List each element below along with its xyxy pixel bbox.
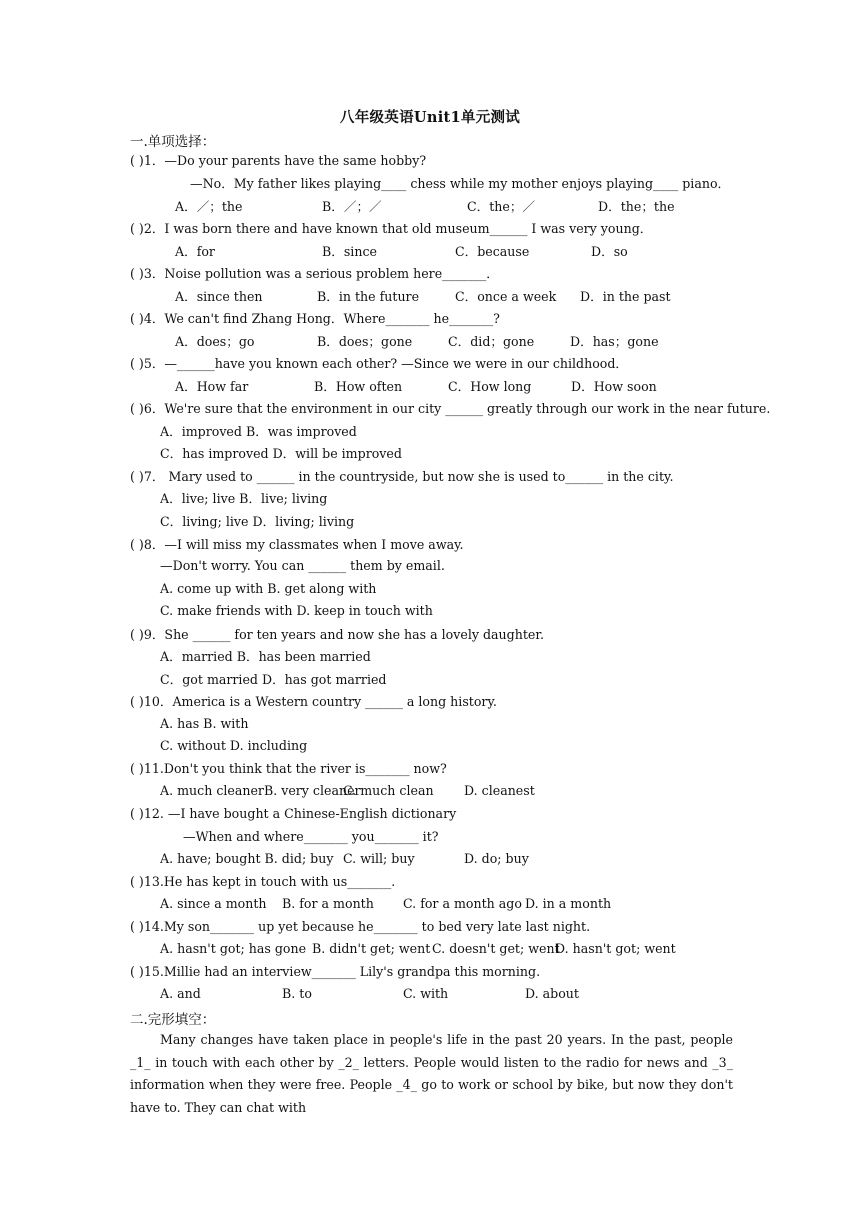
question-5-option: C．How long (448, 379, 532, 394)
question-13-option: D. in a month (525, 896, 612, 911)
question-11-option: D. cleanest (464, 783, 535, 798)
question-14-option: A. hasn't got; has gone (160, 941, 307, 956)
question-2-stem: ( )2．I was born there and have known that old museum______ I was very young． (130, 221, 653, 236)
question-3-option: D．in the past (580, 289, 671, 304)
question-1-stem-continued: —No．My father likes playing____ chess while my mother enjoys playing____ piano． (190, 176, 731, 191)
section-heading-multiple-choice: 一.单项选择： (130, 134, 216, 150)
question-15-option: A. and (160, 986, 201, 1001)
question-8-option-line: —Don't worry. You can ______ them by email. (160, 558, 445, 573)
question-14-stem: ( )14.My son_______ up yet because he_______ to bed very late last night. (130, 919, 591, 934)
cloze-passage: Many changes have taken place in people's life in the past 20 years. In the past, people _1_ in touch with each other by _2_ letters. People would listen to the radio for news and _3_ information when they were free. People _4_ go to work or school by bike, but now they don't have to. They can chat with (130, 1032, 733, 1115)
question-4-stem: ( )4．We can't find Zhang Hong．Where_______ he_______? (130, 311, 500, 326)
question-10-option-line: A. has B. with (160, 716, 249, 731)
question-12-stem-continued: —When and where_______ you_______ it? (183, 829, 439, 844)
question-7-stem: ( )7． Mary used to ______ in the countryside, but now she is used to______ in the city. (130, 469, 674, 484)
question-1-option: C．the；／ (467, 199, 536, 214)
question-12-option: A. have; bought B. did; buy (160, 851, 334, 866)
question-2-option: A．for (175, 244, 215, 259)
question-14-option: C. doesn't get; went (432, 941, 560, 956)
question-12-stem: ( )12. —I have bought a Chinese-English dictionary (130, 806, 457, 821)
question-9-stem: ( )9．She ______ for ten years and now she has a lovely daughter. (130, 627, 544, 642)
question-15-option: D. about (525, 986, 579, 1001)
question-6-option-line: A．improved B．was improved (160, 424, 357, 439)
question-1-option: D．the；the (598, 199, 675, 214)
question-14-option: B. didn't get; went (312, 941, 431, 956)
question-11-option: A. much cleanerB. very cleaner (160, 783, 361, 798)
question-4-option: A．does；go (175, 334, 255, 349)
question-11-option: C. much clean (343, 783, 434, 798)
question-9-option-line: C．got married D．has got married (160, 672, 387, 687)
question-4-option: D．has；gone (570, 334, 659, 349)
question-5-option: A．How far (175, 379, 249, 394)
question-1-stem: ( )1．—Do your parents have the same hobby? (130, 153, 427, 168)
question-15-option: C. with (403, 986, 449, 1001)
question-8-stem: ( )8．—I will miss my classmates when I move away. (130, 537, 464, 552)
question-6-option-line: C．has improved D．will be improved (160, 446, 402, 461)
question-5-option: B．How often (314, 379, 403, 394)
question-3-option: A．since then (175, 289, 263, 304)
question-1-option: B．／；／ (322, 199, 382, 214)
section-heading-cloze: 二.完形填空： (130, 1012, 216, 1028)
question-3-option: C．once a week (455, 289, 557, 304)
question-5-stem: ( )5．—______have you known each other? —Since we were in our childhood． (130, 356, 629, 371)
question-13-option: C. for a month ago (403, 896, 522, 911)
question-2-option: D．so (591, 244, 628, 259)
question-13-stem: ( )13.He has kept in touch with us_______. (130, 874, 396, 889)
question-3-stem: ( )3．Noise pollution was a serious problem here_______． (130, 266, 499, 281)
question-15-option: B. to (282, 986, 312, 1001)
question-13-option: A. since a month (160, 896, 267, 911)
question-13-option: B. for a month (282, 896, 374, 911)
question-10-option-line: C. without D. including (160, 738, 308, 753)
question-11-stem: ( )11.Don't you think that the river is_______ now? (130, 761, 447, 776)
question-6-stem: ( )6．We're sure that the environment in our city ______ greatly through our work in the near future. (130, 401, 771, 416)
question-4-option: B．does；gone (317, 334, 413, 349)
question-3-option: B．in the future (317, 289, 420, 304)
question-8-option-line: A. come up with B. get along with (160, 581, 377, 596)
question-7-option-line: C．living; live D．living; living (160, 514, 355, 529)
question-15-stem: ( )15.Millie had an interview_______ Lily's grandpa this morning. (130, 964, 541, 979)
page-title: 八年级英语Unit1单元测试 (339, 109, 521, 126)
question-12-option: D. do; buy (464, 851, 529, 866)
question-5-option: D．How soon (571, 379, 657, 394)
question-8-option-line: C. make friends with D. keep in touch with (160, 603, 433, 618)
question-9-option-line: A．married B．has been married (160, 649, 371, 664)
question-1-option: A．／；the (175, 199, 243, 214)
question-10-stem: ( )10．America is a Western country ______ a long history. (130, 694, 497, 709)
question-7-option-line: A．live; live B．live; living (160, 491, 328, 506)
question-2-option: B．since (322, 244, 377, 259)
question-4-option: C．did；gone (448, 334, 535, 349)
question-14-option: D. hasn't got; went (555, 941, 676, 956)
question-12-option: C. will; buy (343, 851, 415, 866)
question-2-option: C．because (455, 244, 530, 259)
